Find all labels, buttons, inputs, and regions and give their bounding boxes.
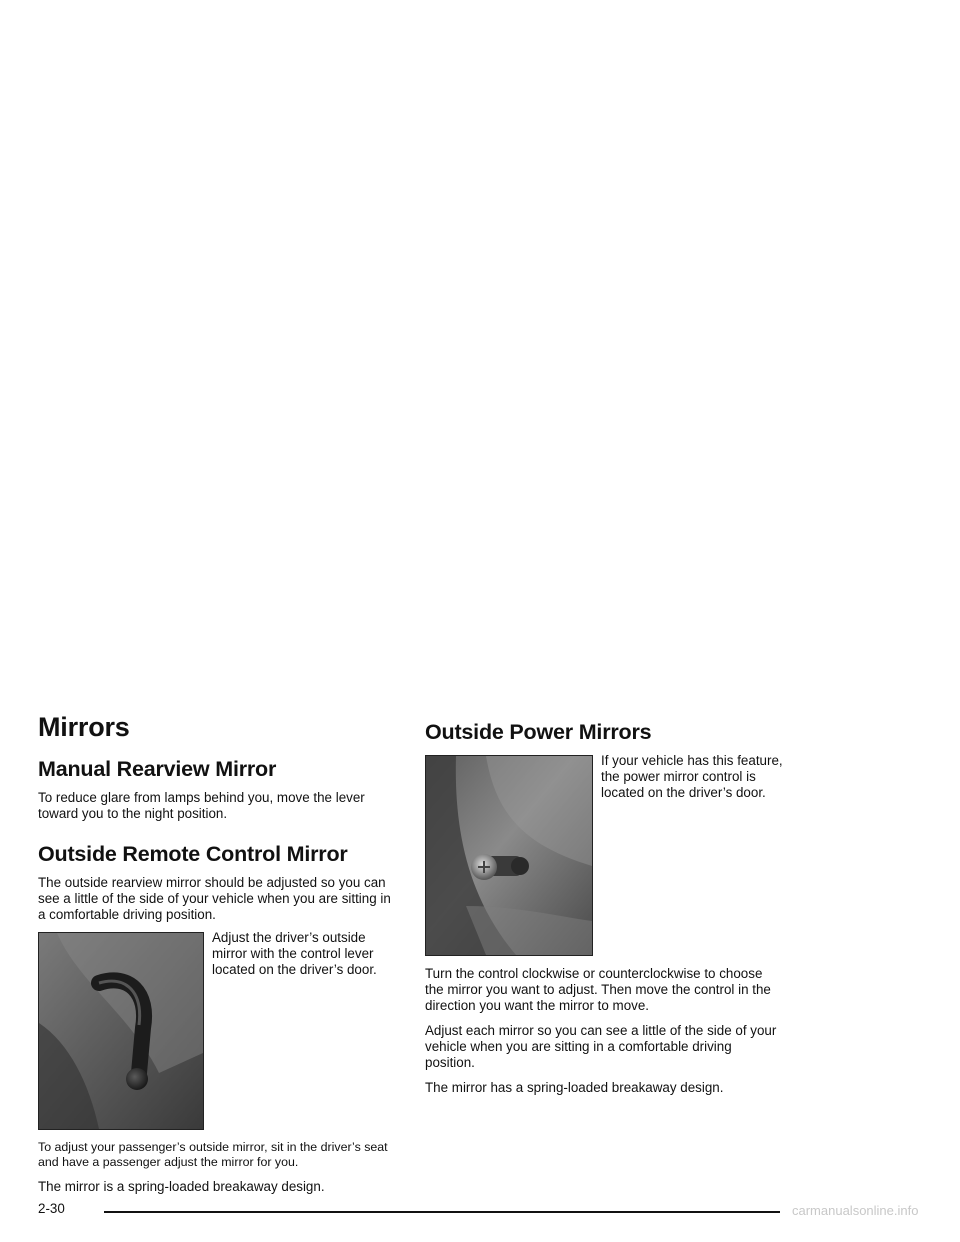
- right-column: [425, 712, 783, 1116]
- remote-mirror-caption-box: [212, 930, 396, 978]
- remote-mirror-heading: Outside Remote Control Mirror: [38, 842, 348, 866]
- watermark-text: carmanualsonline.info: [792, 1203, 919, 1218]
- remote-mirror-figure-row: [38, 932, 396, 1130]
- footer-divider: [104, 1211, 780, 1213]
- power-mirror-control-image: [425, 755, 593, 956]
- passenger-mirror-text: To adjust your passenger’s outside mirror, sit in the driver’s seat and have a passenger adjust the mirror for you.: [38, 1140, 388, 1169]
- remote-breakaway-text: The mirror is a spring-loaded breakaway design.: [38, 1179, 325, 1194]
- power-mirror-adjust-text: Adjust each mirror so you can see a little of the side of your vehicle when you are sitting in a comfortable driving position.: [425, 1023, 777, 1070]
- page-number: 2-30: [38, 1201, 65, 1216]
- left-column: [38, 712, 396, 1215]
- page-title: Mirrors: [38, 712, 130, 742]
- power-mirror-caption-box: [601, 753, 783, 801]
- power-mirror-heading: Outside Power Mirrors: [425, 720, 652, 744]
- manual-mirror-section: [38, 757, 396, 822]
- power-breakaway-text: The mirror has a spring-loaded breakaway design.: [425, 1080, 724, 1095]
- power-mirror-section: [425, 720, 783, 1096]
- power-mirror-turn-text: Turn the control clockwise or counterclockwise to choose the mirror you want to adjust. Then move the control in the direction you want the mirror to move.: [425, 966, 771, 1013]
- remote-mirror-caption: Adjust the driver’s outside mirror with the control lever located on the driver’s door.: [212, 930, 377, 977]
- manual-mirror-heading: Manual Rearview Mirror: [38, 757, 277, 781]
- power-mirror-caption: If your vehicle has this feature, the power mirror control is located on the driver’s door.: [601, 753, 783, 800]
- remote-mirror-intro: The outside rearview mirror should be adjusted so you can see a little of the side of your vehicle when you are sitting in a comfortable driving position.: [38, 875, 391, 922]
- remote-mirror-section: [38, 842, 396, 1195]
- manual-mirror-text: To reduce glare from lamps behind you, move the lever toward you to the night position.: [38, 790, 365, 821]
- mirror-lever-image: [38, 932, 204, 1130]
- power-mirror-figure-row: [425, 755, 783, 956]
